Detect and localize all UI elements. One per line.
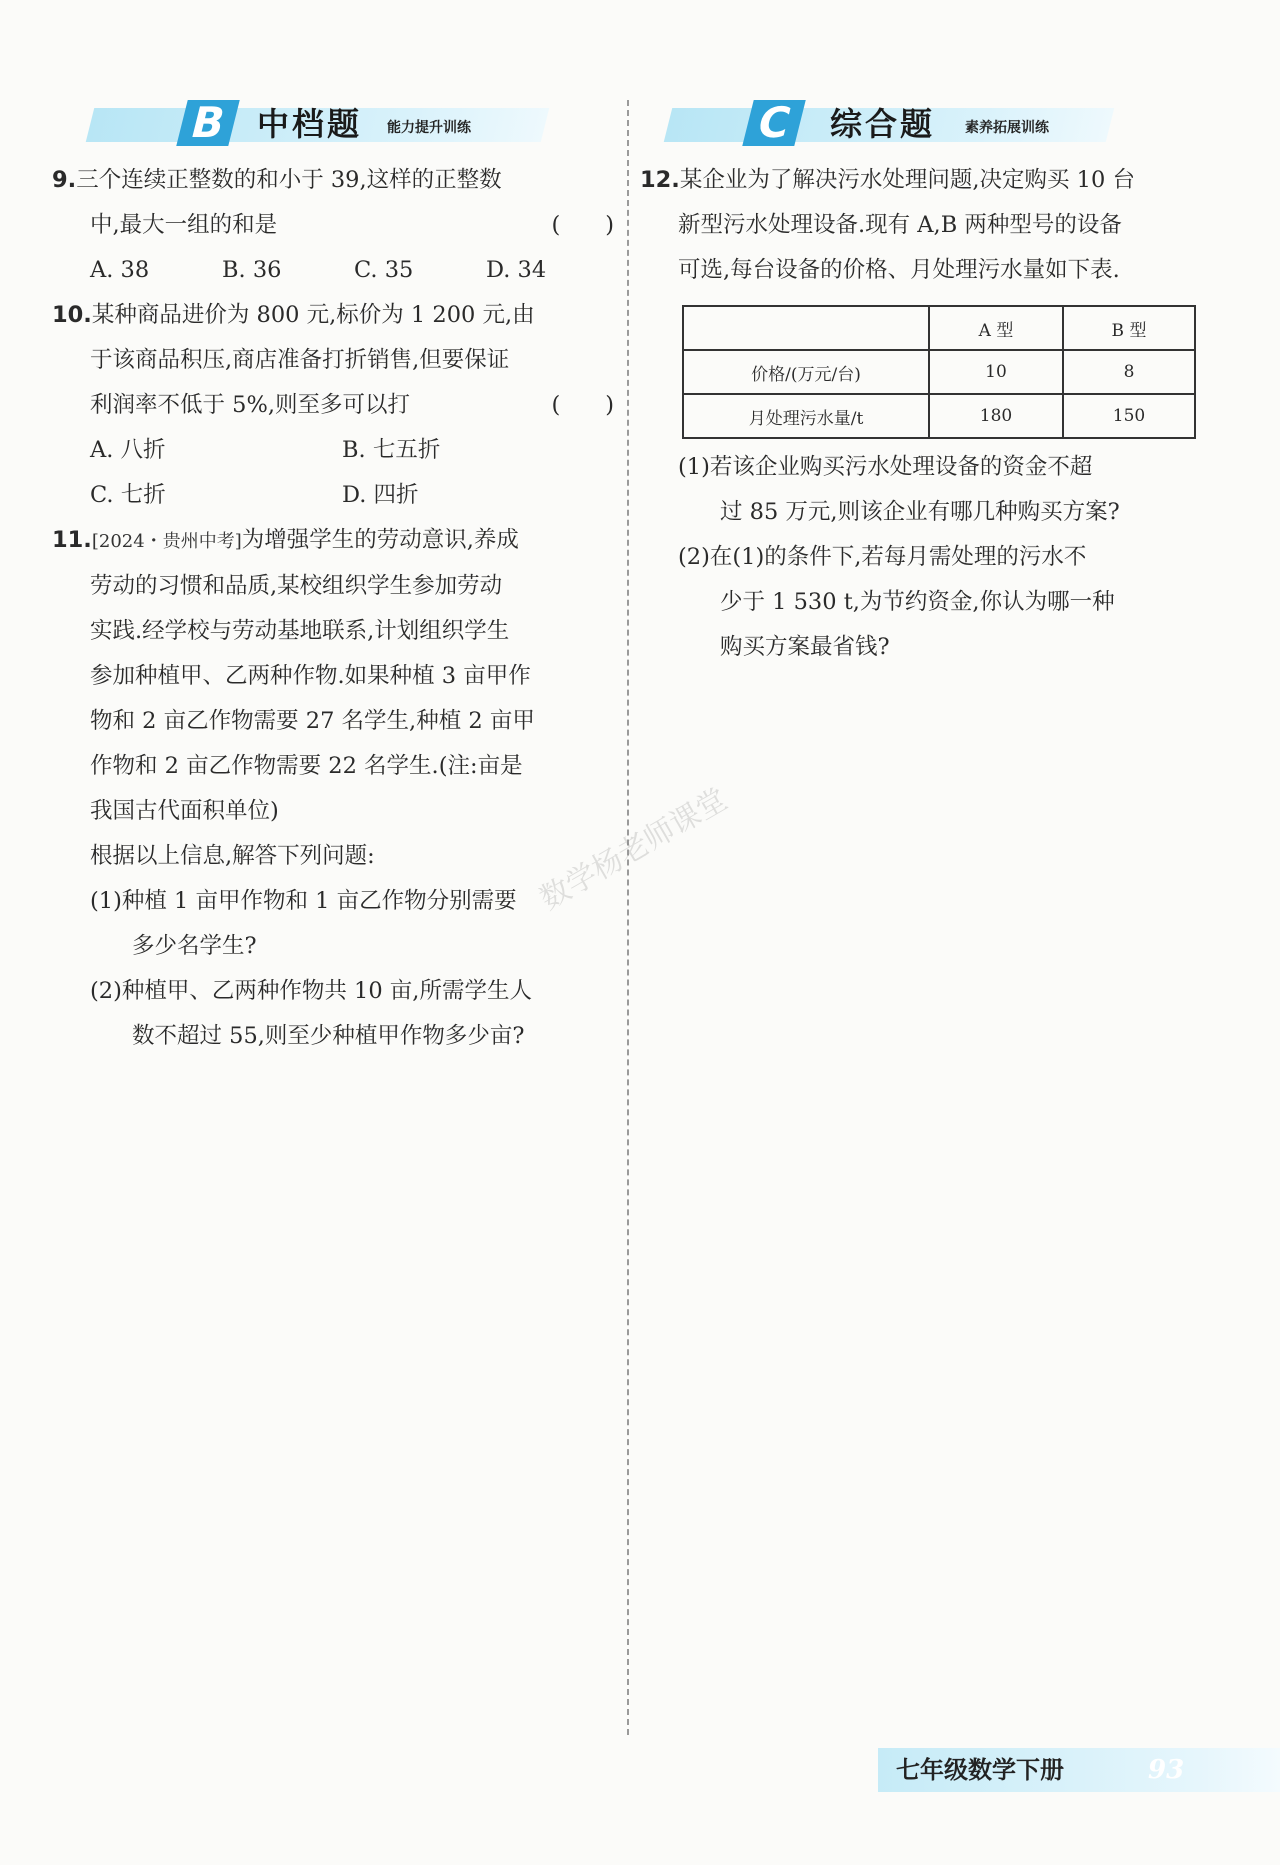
question-number: 12. (640, 167, 680, 193)
table-header-cell: A 型 (929, 306, 1063, 350)
section-letter: C (742, 100, 805, 146)
options (52, 428, 622, 473)
option-c: C. 七折 (90, 482, 166, 508)
sub-question-1: (1)若该企业购买污水处理设备的资金不超 (678, 454, 1093, 480)
question-text: 三个连续正整数的和小于 39,这样的正整数 (76, 167, 502, 193)
right-column (640, 100, 1200, 670)
table-row (683, 394, 1195, 438)
options (52, 473, 622, 518)
option-b: B. 七五折 (342, 437, 441, 463)
section-title: 中档题 (257, 105, 363, 143)
sub-question-2: (2)在(1)的条件下,若每月需处理的污水不 (678, 544, 1087, 570)
question-text: 新型污水处理设备.现有 A,B 两种型号的设备 (678, 212, 1122, 238)
table-header-cell (683, 306, 929, 350)
left-column (52, 100, 622, 1059)
table-header-row (683, 306, 1195, 350)
question-text: 我国古代面积单位) (90, 798, 279, 824)
option-c: C. 35 (354, 257, 414, 283)
option-d: D. 四折 (342, 482, 419, 508)
question-text: 作物和 2 亩乙作物需要 22 名学生.(注:亩是 (90, 753, 523, 779)
sub-question-1-cont: 多少名学生? (132, 933, 257, 959)
option-a: A. 八折 (90, 437, 166, 463)
sub-question-2-cont: 少于 1 530 t,为节约资金,你认为哪一种 (720, 589, 1115, 615)
question-10 (52, 293, 622, 518)
table-cell: 10 (929, 350, 1063, 394)
question-text: 为增强学生的劳动意识,养成 (241, 527, 519, 553)
sub-question-2: (2)种植甲、乙两种作物共 10 亩,所需学生人 (90, 978, 532, 1004)
sub-question-2-cont: 购买方案最省钱? (720, 634, 890, 660)
source-tag: [2024・贵州中考] (91, 531, 242, 552)
question-12 (640, 158, 1200, 670)
section-subtitle: 素养拓展训练 (965, 120, 1049, 136)
question-9 (52, 158, 622, 293)
table-cell: 价格/(万元/台) (683, 350, 929, 394)
sub-question-1: (1)种植 1 亩甲作物和 1 亩乙作物分别需要 (90, 888, 517, 914)
table-cell: 180 (929, 394, 1063, 438)
options (52, 248, 622, 293)
sub-question-1-cont: 过 85 万元,则该企业有哪几种购买方案? (720, 499, 1120, 525)
page-number: 93 (1148, 1755, 1185, 1785)
question-number: 11. (52, 527, 92, 553)
question-text: 利润率不低于 5%,则至多可以打 (90, 392, 410, 418)
table-cell: 月处理污水量/t (683, 394, 929, 438)
section-letter: B (176, 100, 239, 146)
question-text: 某种商品进价为 800 元,标价为 1 200 元,由 (91, 302, 535, 328)
section-subtitle: 能力提升训练 (387, 120, 471, 136)
question-text: 劳动的习惯和品质,某校组织学生参加劳动 (90, 573, 503, 599)
question-11 (52, 518, 622, 1059)
page-footer (878, 1748, 1280, 1792)
question-text: 某企业为了解决污水处理问题,决定购买 10 台 (679, 167, 1135, 193)
column-divider (627, 100, 629, 1735)
book-title: 七年级数学下册 (896, 1756, 1064, 1784)
equipment-table (682, 305, 1196, 439)
table-row (683, 350, 1195, 394)
sub-question-2-cont: 数不超过 55,则至少种植甲作物多少亩? (132, 1023, 525, 1049)
section-b-banner (52, 100, 622, 148)
question-text: 中,最大一组的和是 (90, 212, 278, 238)
option-d: D. 34 (486, 257, 547, 283)
section-c-banner (640, 100, 1200, 148)
question-text: 物和 2 亩乙作物需要 27 名学生,种植 2 亩甲 (90, 708, 535, 734)
question-text: 于该商品积压,商店准备打折销售,但要保证 (90, 347, 510, 373)
answer-blank: ( ) (551, 392, 614, 418)
question-number: 10. (52, 302, 92, 328)
question-text: 可选,每台设备的价格、月处理污水量如下表. (678, 257, 1120, 283)
table-header-cell: B 型 (1063, 306, 1195, 350)
table-cell: 8 (1063, 350, 1195, 394)
watermark: 数学杨老师课堂 (534, 781, 734, 918)
option-b: B. 36 (222, 257, 282, 283)
question-text: 根据以上信息,解答下列问题: (90, 843, 375, 869)
question-number: 9. (52, 167, 77, 193)
option-a: A. 38 (90, 257, 150, 283)
section-title: 综合题 (830, 105, 936, 143)
question-text: 实践.经学校与劳动基地联系,计划组织学生 (90, 618, 510, 644)
table-cell: 150 (1063, 394, 1195, 438)
answer-blank: ( ) (551, 212, 614, 238)
question-text: 参加种植甲、乙两种作物.如果种植 3 亩甲作 (90, 663, 531, 689)
